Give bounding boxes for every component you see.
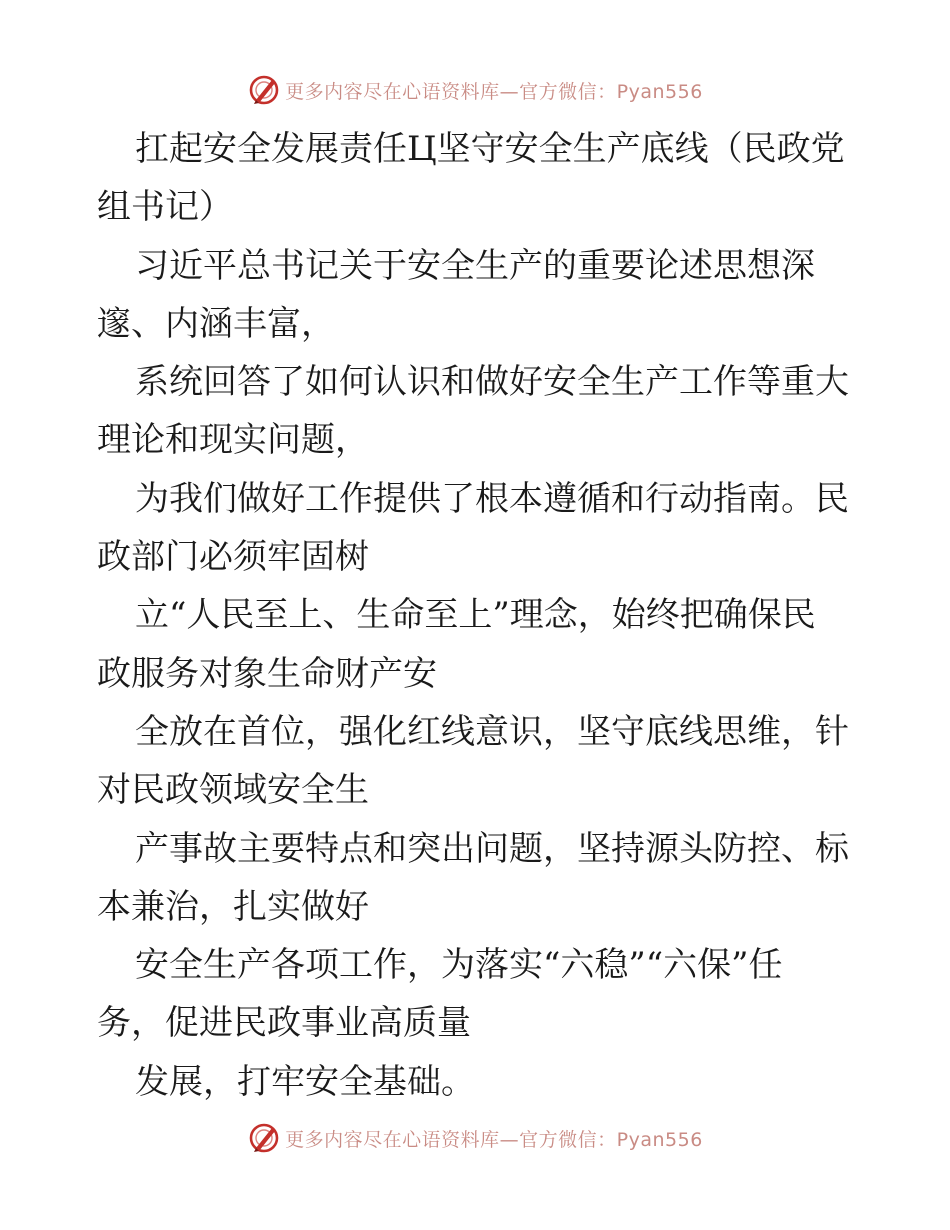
text-line: 组书记） bbox=[97, 187, 233, 228]
header-watermark bbox=[0, 70, 950, 110]
text-line: 习近平总书记关于安全生产的重要论述思想深 bbox=[135, 245, 815, 286]
text-line: 为我们做好工作提供了根本遵循和行动指南。民 bbox=[135, 478, 849, 519]
text-line: 政服务对象生命财产安 bbox=[97, 653, 437, 694]
document-body bbox=[97, 120, 857, 1111]
text-line: 立“人民至上、生命至上”理念，始终把确保民 bbox=[135, 595, 816, 636]
text-line: 邃、内涵丰富， bbox=[97, 303, 335, 344]
watermark-text: 更多内容尽在心语资料库—官方微信：Pyan556 bbox=[285, 80, 703, 103]
text-line: 全放在首位，强化红线意识，坚守底线思维，针 bbox=[135, 711, 849, 752]
footer-watermark bbox=[0, 1118, 950, 1158]
text-line: 安全生产各项工作，为落实“六稳”“六保”任 bbox=[135, 945, 783, 986]
brand-logo-icon bbox=[247, 73, 281, 107]
text-line: 政部门必须牢固树 bbox=[97, 537, 369, 578]
text-line: 系统回答了如何认识和做好安全生产工作等重大 bbox=[135, 362, 849, 403]
text-line: 扛起安全发展责任Ц坚守安全生产底线（民政党 bbox=[135, 129, 845, 169]
text-line: 务，促进民政事业高质量 bbox=[97, 1003, 471, 1044]
brand-logo-icon bbox=[247, 1121, 281, 1155]
text-line: 本兼治，扎实做好 bbox=[97, 886, 369, 927]
text-line: 发展，打牢安全基础。 bbox=[135, 1061, 475, 1102]
watermark-text: 更多内容尽在心语资料库—官方微信：Pyan556 bbox=[285, 1128, 703, 1151]
text-line: 产事故主要特点和突出问题，坚持源头防控、标 bbox=[135, 828, 849, 869]
text-line: 理论和现实问题， bbox=[97, 420, 369, 461]
text-line: 对民政领域安全生 bbox=[97, 770, 369, 811]
